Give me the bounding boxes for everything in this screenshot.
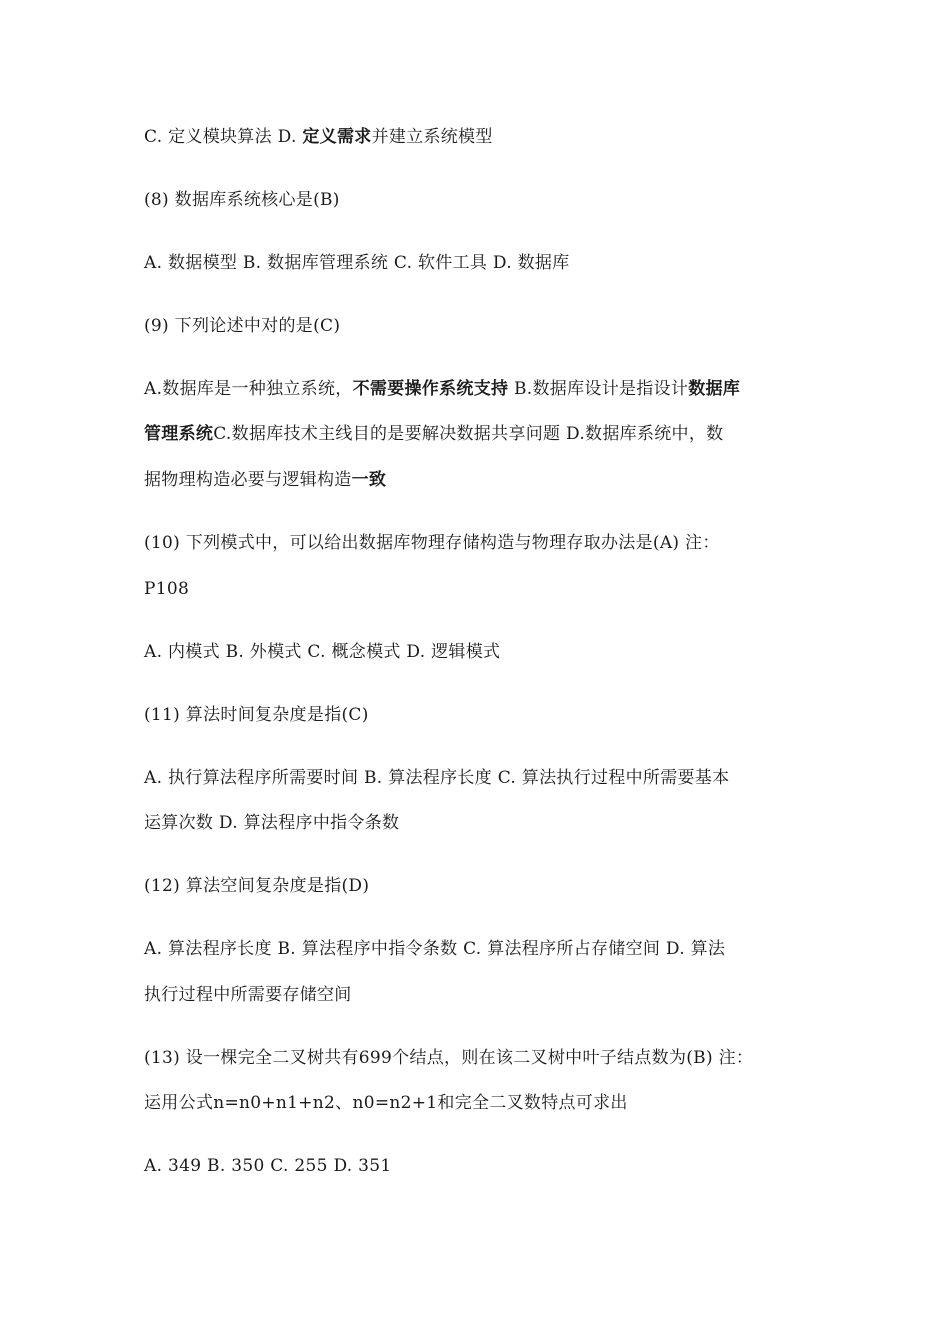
q9-line1-part-c: B.数据库设计是指设计	[508, 379, 689, 399]
q7-option-c-text: 定义模块算法	[168, 127, 278, 147]
q9-line3-bold: 一致	[351, 470, 387, 490]
q7-option-d-bold: 定义需求	[302, 127, 372, 147]
q8-stem: (8) 数据库系统核心是(B)	[144, 190, 340, 210]
q9-line2-text: C.数据库技术主线目的是要解决数据共享问题 D.数据库系统中，数	[213, 424, 724, 444]
q10-options: A. 内模式 B. 外模式 C. 概念模式 D. 逻辑模式	[144, 642, 501, 662]
q12-stem: (12) 算法空间复杂度是指(D)	[144, 876, 370, 896]
q9-line2-bold: 管理系统	[144, 424, 214, 444]
q9-line1-bold-b: 数据库	[688, 379, 741, 399]
q12-options-line-1: A. 算法程序长度 B. 算法程序中指令条数 C. 算法程序所占存储空间 D. 算法	[144, 939, 726, 959]
q9-options-line-2	[144, 422, 824, 446]
q7-option-d-text: 并建立系统模型	[371, 127, 493, 147]
q12-options-line-2: 执行过程中所需要存储空间	[144, 985, 352, 1005]
q11-options-line-2: 运算次数 D. 算法程序中指令条数	[144, 813, 400, 833]
q9-line3-text: 据物理构造必要与逻辑构造	[144, 470, 352, 490]
q10-stem-line-2: P108	[144, 579, 190, 599]
q7-options-line	[144, 125, 824, 149]
q9-stem: (9) 下列论述中对的是(C)	[144, 316, 341, 336]
q10-stem-line-1: (10) 下列模式中，可以给出数据库物理存储构造与物理存取办法是(A) 注：	[144, 533, 720, 553]
q7-option-c-label: C.	[144, 127, 169, 147]
q13-options: A. 349 B. 350 C. 255 D. 351	[144, 1156, 392, 1176]
q8-options: A. 数据模型 B. 数据库管理系统 C. 软件工具 D. 数据库	[144, 253, 570, 273]
q9-options-line-1	[144, 377, 824, 401]
q7-option-d-label: D.	[277, 127, 303, 147]
q9-line1-part-a: A.数据库是一种独立系统，	[144, 379, 353, 399]
q11-stem: (11) 算法时间复杂度是指(C)	[144, 705, 369, 725]
q9-options-line-3	[144, 468, 824, 492]
q13-stem-line-2: 运用公式n=n0+n1+n2、n0=n2+1和完全二叉数特点可求出	[144, 1093, 628, 1113]
q13-stem-line-1: (13) 设一棵完全二叉树共有699个结点，则在该二叉树中叶子结点数为(B) 注：	[144, 1048, 754, 1068]
q11-options-line-1: A. 执行算法程序所需要时间 B. 算法程序长度 C. 算法执行过程中所需要基本	[144, 768, 730, 788]
q9-line1-bold-a: 不需要操作系统支持	[352, 379, 509, 399]
